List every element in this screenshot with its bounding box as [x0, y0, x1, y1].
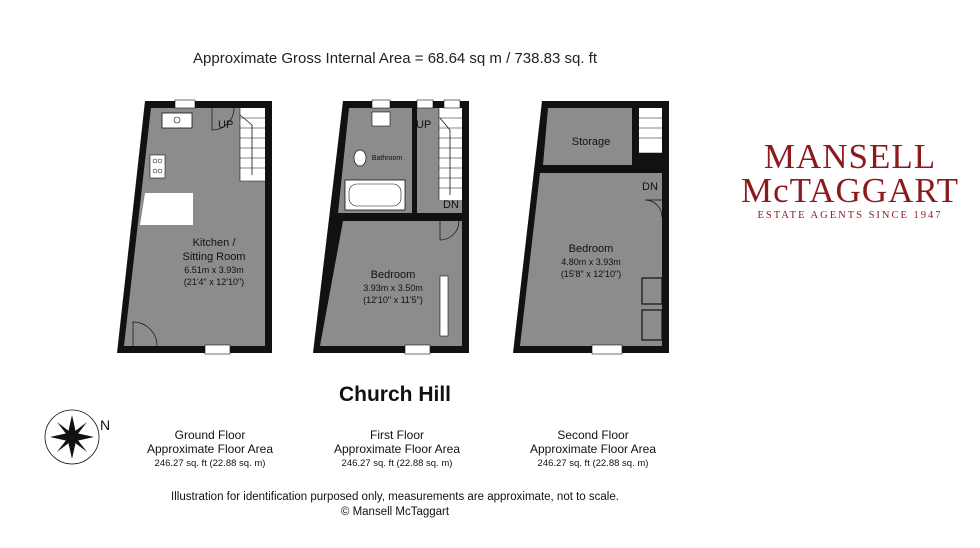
- ground-stair-up-label: UP: [218, 119, 234, 131]
- kitchen-dim-metric: 6.51m x 3.93m: [184, 265, 244, 275]
- logo-line1: MANSELL: [763, 137, 937, 176]
- second-floor-area: 246.27 sq. ft (22.88 sq. m): [537, 458, 649, 469]
- compass-icon: [45, 410, 99, 464]
- second-floor-caption-text: Approximate Floor Area: [529, 442, 657, 456]
- logo-tagline: ESTATE AGENTS SINCE 1947: [757, 210, 943, 221]
- kitchen-label-line1: Kitchen /: [192, 237, 236, 249]
- first-floor-caption: [302, 428, 492, 471]
- first-window-bottom: [405, 345, 430, 354]
- window-top: [175, 100, 195, 108]
- ground-floor-area: 246.27 sq. ft (22.88 sq. m): [154, 458, 266, 469]
- storage-label: Storage: [571, 136, 611, 148]
- first-bedroom-dim-metric: 3.93m x 3.50m: [363, 283, 423, 293]
- bathroom-label: Bathroom: [371, 155, 403, 162]
- sink: [162, 113, 192, 128]
- first-window-top-2: [417, 100, 433, 108]
- gross-area-heading: Approximate Gross Internal Area = 68.64 sq m / 738.83 sq. ft: [193, 50, 597, 67]
- copyright-line: © Mansell McTaggart: [340, 506, 450, 518]
- logo-line2: McTAGGART: [741, 171, 959, 210]
- first-window-top-3: [444, 100, 460, 108]
- first-floor-area: 246.27 sq. ft (22.88 sq. m): [341, 458, 453, 469]
- first-floor-plan: [313, 100, 469, 354]
- kitchen-counter: [140, 193, 193, 225]
- agent-logo: [740, 137, 960, 221]
- second-floor-caption: [498, 428, 688, 471]
- hob: [150, 155, 165, 178]
- kitchen-dim-imperial: (21'4" x 12'10"): [183, 277, 245, 287]
- window-bottom: [205, 345, 230, 354]
- second-stairs: [639, 108, 662, 153]
- second-bedroom-label: Bedroom: [568, 243, 614, 255]
- first-floor-caption-text: Approximate Floor Area: [333, 442, 461, 456]
- toilet: [354, 150, 366, 166]
- first-stairs: [439, 108, 462, 200]
- first-window-top-1: [372, 100, 390, 108]
- compass-north-label: N: [100, 417, 111, 433]
- address-title: Church Hill: [338, 383, 451, 406]
- second-bedroom-dim-imperial: (15'8" x 12'10"): [560, 269, 622, 279]
- first-wardrobe: [440, 276, 448, 336]
- second-bedroom-dim-metric: 4.80m x 3.93m: [561, 257, 621, 267]
- second-window-bottom: [592, 345, 622, 354]
- first-floor-name: First Floor: [370, 428, 424, 442]
- second-cupboard-2: [642, 310, 662, 340]
- ground-stairs: [240, 108, 265, 181]
- basin: [372, 112, 390, 126]
- ground-floor-caption: [115, 428, 305, 471]
- kitchen-label-line2: Sitting Room: [182, 251, 246, 263]
- first-bedroom-label: Bedroom: [370, 269, 416, 281]
- ground-floor-name: Ground Floor: [174, 428, 246, 442]
- first-bedroom-dim-imperial: (12'10" x 11'5"): [363, 295, 423, 305]
- first-stair-dn-label: DN: [443, 199, 459, 211]
- second-cupboard-1: [642, 278, 662, 304]
- disclaimer-line1: Illustration for identification purposed only, measurements are approximate, not to scale.: [171, 491, 619, 503]
- second-floor-plan: [513, 101, 669, 354]
- ground-floor-caption-text: Approximate Floor Area: [146, 442, 274, 456]
- ground-floor-plan: [117, 100, 272, 354]
- second-stair-dn-label: DN: [642, 181, 658, 193]
- first-stair-up-label: UP: [416, 119, 432, 131]
- second-floor-name: Second Floor: [557, 428, 629, 442]
- disclaimer: [0, 490, 790, 520]
